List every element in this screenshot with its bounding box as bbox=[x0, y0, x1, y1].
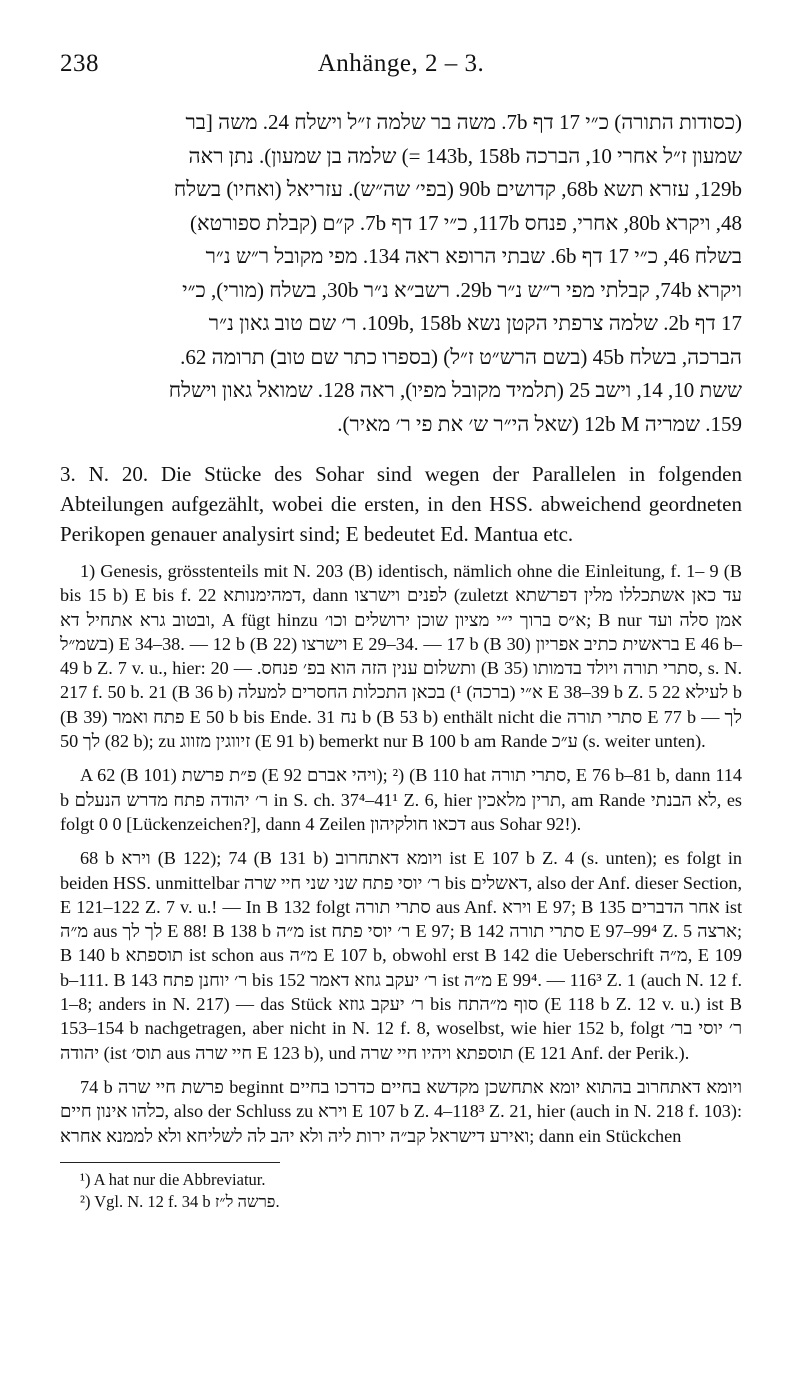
hebrew-line: 17 דף 2b. שלמה צרפתי הקטן נשא 109b, 158b. ר׳ שם טוב גאון נ״ר bbox=[208, 311, 742, 335]
hebrew-line: 129b, עזרא תשא 68b, קדושים 90b (בפי׳ שה״ש). עזריאל (ואחיו) בשלח bbox=[173, 177, 742, 201]
page-body bbox=[60, 106, 742, 1213]
paragraph-a62 bbox=[60, 763, 742, 836]
hebrew-line: הברכה, בשלח 45b (בשם הרש״ט ז״ל) (בספרו כתר שם טוב) תרומה 62. bbox=[180, 344, 742, 369]
paragraph-text: A 62 (B 101) פ״ת פרשת (E 92 ויהי אברם); ²) (B 110 hat סתרי תורה, E 76 b–81 b, dann 114 b ר׳ יהודה פתח מדרש הנעלם in S. ch. 37⁴–41¹ Z. 6, hier תרין מלאכין, am Rande לא הבנתי, es folgt 0 0 [Lückenzeichen?], dann 4 Zeilen דכאו חולקיהון aus Sohar 92!). bbox=[60, 765, 743, 834]
paragraph-genesis bbox=[60, 559, 742, 753]
hebrew-line: שמעון ז״ל אחרי 10, הברכה 143b, 158b =) שלמה בן שמעון). נתן ראה bbox=[188, 143, 742, 168]
hebrew-block bbox=[60, 106, 742, 441]
footnotes bbox=[60, 1169, 742, 1213]
running-header bbox=[60, 50, 742, 84]
paragraph-text: 1) Genesis, grösstenteils mit N. 203 (B) identisch, nämlich ohne die Einleitung, f. 1– 9 (B bis 15 b) E bis f. 22 דמהימנותא, dann לפנים וישרצו (zuletzt עד כאן אשתכללו מלין דפרשתא ובטוב גרא אתחיל דא, A fügt hinzu א״ס ברוך י״י מציון שוכן ירושלים וכו׳; B nur אמן סלה ועד בשמ״ל) E 34–38. — 12 b (B 22) וישרצו E 29–34. — 17 b (B 30) בראשית כתיב אפריון E 46 b–49 b Z. 7 v. u., hier: ותשלום ענין הזה הוא בפ׳ פנחס. — 20 (B 35) סתרי תורה ויולד בדמותו, s. N. 217 f. 50 b. 21 (B 36 b) א״י (ברכה) ¹) בכאן התכלות החסרים למעלה E 38–39 b Z. 5 לעילא 22 b (B 39) פתח ואמר E 50 b bis Ende. נח 31 b (B 53 b) enthält nicht die סתרי תורה E 77 b — לך לך 50 (82 b); zu זיווגין מזווג (E 91 b) bemerkt nur B 100 b am Rande ע״כ (s. weiter unten). bbox=[60, 561, 742, 752]
footnote: ¹) A hat nur die Abbreviatur. bbox=[80, 1169, 266, 1189]
paragraph-text: 68 b וירא (B 122); 74 (B 131 b) ויומא דאתחרוב ist E 107 b Z. 4 (s. unten); es folgt in beiden HSS. unmittelbar ר׳ יוסי פתח שני שני חיי שרה bis דאשלים, also der Anf. dieser Section, E 121–122 Z. 7 v. u.! — In B 132 folgt סתרי תורה aus Anf. וירא E 97; B 135 אחר הדברים ist מ״ה aus לך לך E 88! B 138 b מ״ה ist ר׳ יוסי פתח E 97; B 142 סתרי תורה E 97–99⁴ Z. 5 ארצה; B 140 b תוספתא ist schon aus מ״ה E 107 b, obwohl erst B 142 die Ueberschrift מ״ה, E 109 b–111. B 143 ר׳ יוחנן פתח bis 152 ר׳ יעקב גוזא דאמר ist מ״ה E 99⁴. — 116³ Z. 1 (auch N. 12 f. 1–8; anders in N. 217) — das Stück ר׳ יעקב גוזא bis סוף מ״התח (E 118 b Z. 12 v. u.) ist B 153–154 b nachgetragen, aber nicht in N. 12 f. 8, woselbst, wie hier 152 b, folgt ר׳ יוסי בר׳ יהודה (ist תוס׳ aus חיי שרה E 123 b), und תוספתא ויהיו חיי שרה (E 121 Anf. der Perik.). bbox=[60, 848, 743, 1063]
running-title: Anhänge, 2 – 3. bbox=[317, 50, 485, 77]
hebrew-line: 159. שמריה 12b M (שאל הי״ר ש׳ את פי ר׳ מאיר). bbox=[337, 411, 742, 436]
hebrew-line: (כסודות התורה) כ״י 17 דף 7b. משה בר שלמה ז״ל וישלח 24. משה [בר bbox=[185, 110, 742, 134]
footnote-divider bbox=[60, 1162, 280, 1163]
section-heading: 3. N. 20. Die Stücke des Sohar sind wegen der Parallelen in folgenden Abteilungen aufgezählt, wobei die ersten, in den HSS. abweichend geordneten Perikopen genauer analysirt sind; E bedeutet Ed. Mantua etc. bbox=[60, 462, 742, 546]
hebrew-line: 48, ויקרא 80b, אחרי, פנחס 117b, כ״י 17 דף 7b. ק״ם (קבלת ספורטא) bbox=[189, 210, 742, 235]
hebrew-line: ששת 10, 14, וישב 25 (תלמיד מקובל מפיו), ראה 128. שמואל גאון וישלח bbox=[168, 378, 742, 402]
section-3 bbox=[60, 459, 742, 549]
hebrew-line: בשלח 46, כ״י 17 דף 6b. שבתי הרופא ראה 134. מפי מקובל ר״ש נ״ר bbox=[205, 244, 742, 268]
footnote: ²) Vgl. N. 12 f. 34 b פרשה ל״ז. bbox=[80, 1191, 280, 1211]
hebrew-line: ויקרא 74b, קבלתי מפי ר״ש נ״ר 29b. רשב״א נ״ר 30b, בשלח (מורי), כ״י bbox=[182, 277, 742, 302]
paragraph-68b bbox=[60, 846, 742, 1065]
page-number: 238 bbox=[60, 50, 99, 77]
paragraph-text: 74 b פרשת חיי שרה beginnt ויומא דאתחרוב בהתוא יומא אתחשכן מקדשא בחיים כדרכו בחיים כלהו אינון חיים, also der Schluss zu וירא E 107 b Z. 4–118³ Z. 21, hier (auch in N. 218 f. 103): ואירע דישראל קב״ה ירות ליה ולא יהב לה לשליחא ולא לממנא אחרא; dann ein Stückchen bbox=[60, 1076, 742, 1146]
paragraph-74b bbox=[60, 1075, 742, 1148]
